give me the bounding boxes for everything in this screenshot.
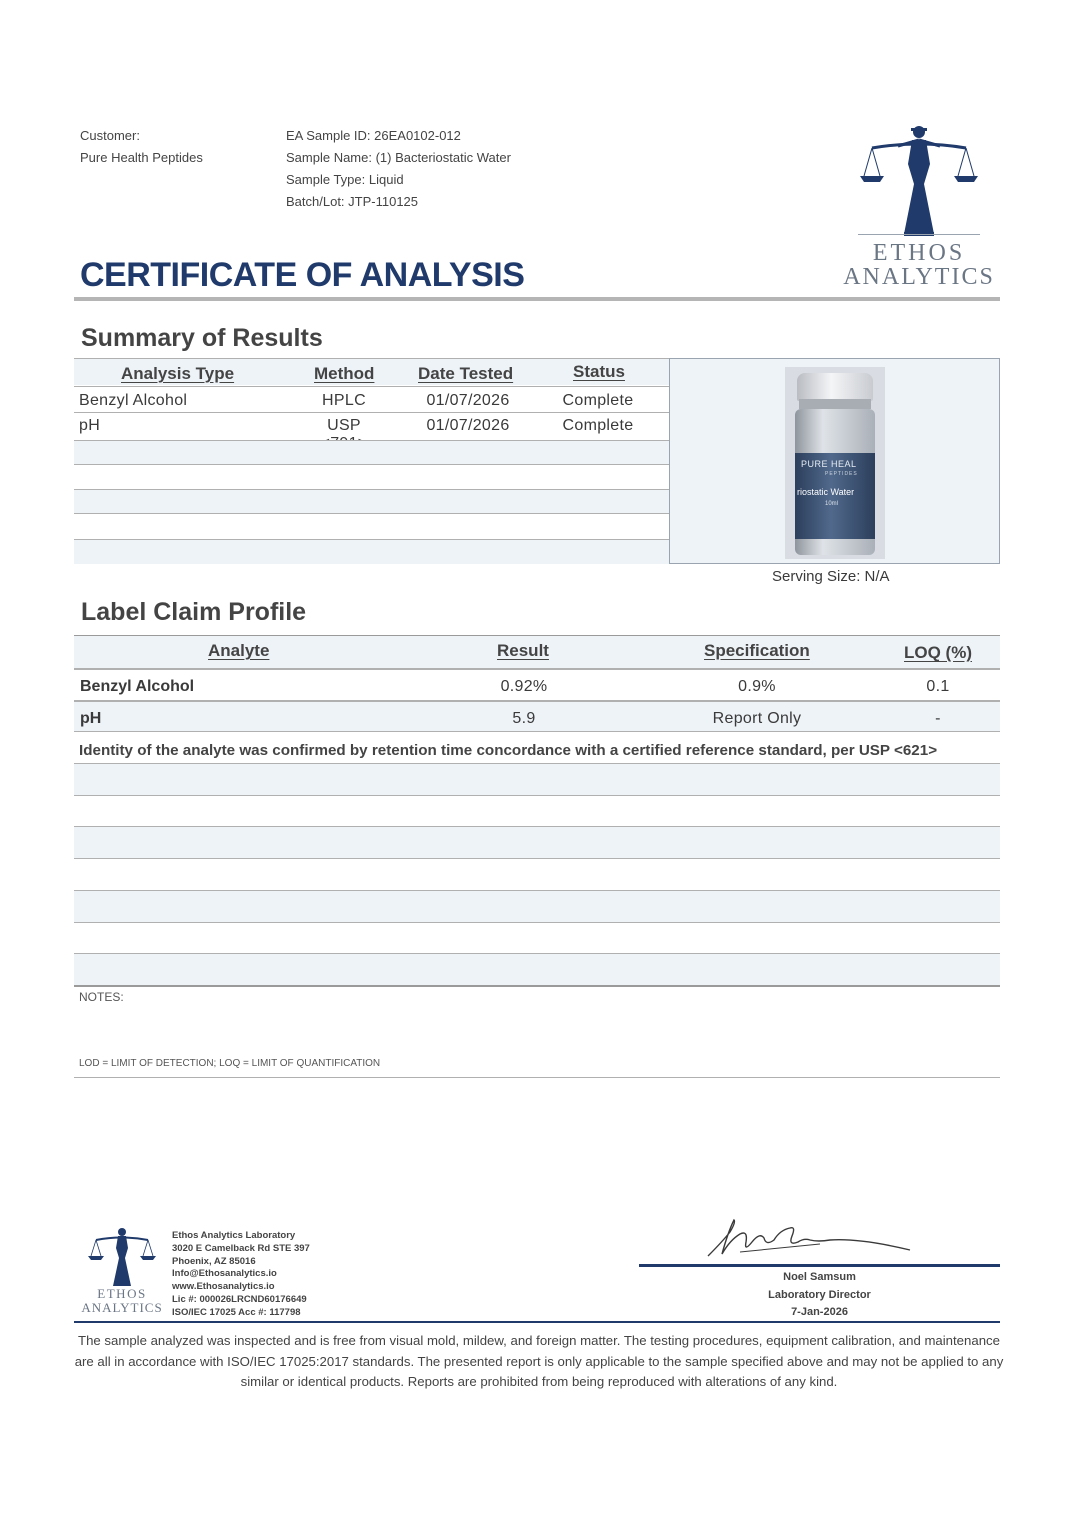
divider bbox=[74, 668, 1000, 670]
lab-license: Lic #: 000026LRCND60176649 bbox=[172, 1293, 307, 1305]
divider bbox=[74, 386, 669, 387]
batch-lot: Batch/Lot: JTP-110125 bbox=[286, 194, 419, 209]
lab-website: www.Ethosanalytics.io bbox=[172, 1281, 275, 1293]
sample-type: Sample Type: Liquid bbox=[286, 172, 404, 187]
summary-col-method: Method bbox=[314, 364, 375, 383]
lab-iso: ISO/IEC 17025 Acc #: 117798 bbox=[172, 1306, 301, 1318]
product-image-frame bbox=[669, 358, 1000, 564]
signature-line bbox=[639, 1264, 1000, 1267]
divider bbox=[74, 513, 669, 514]
summary-cell-method: HPLC bbox=[322, 392, 366, 409]
signatory-name: Noel Samsum bbox=[783, 1271, 856, 1283]
customer-label: Customer: bbox=[80, 128, 140, 143]
claim-cell-specification: 0.9% bbox=[738, 678, 776, 695]
scales-of-justice-icon bbox=[78, 1226, 166, 1290]
vial-label-sub: PEPTIDES bbox=[825, 471, 858, 477]
divider bbox=[74, 731, 1000, 732]
divider bbox=[74, 1077, 1000, 1078]
vial-label-name: riostatic Water bbox=[797, 487, 855, 497]
disclaimer: The sample analyzed was inspected and is free from visual mold, mildew, and foreign matter. The testing procedures, equipment calibration, and maintenance are all in accordance with ISO/IEC 17025:2017 standards. The presented report is only applicable to the sample specified above and may not be applied to any similar or identical products. Reports are prohibited from being reproduced with alterations of any kind. bbox=[74, 1333, 1004, 1389]
sample-info-block bbox=[286, 125, 511, 213]
summary-cell-status: Complete bbox=[562, 417, 634, 434]
summary-cell-date: 01/07/2026 bbox=[426, 417, 510, 434]
divider bbox=[74, 412, 669, 413]
empty-row-band bbox=[74, 489, 669, 513]
lab-logo-text-analytics: ANALYTICS bbox=[81, 1300, 163, 1315]
empty-row-band bbox=[74, 539, 669, 564]
divider bbox=[74, 539, 669, 540]
vial-label bbox=[795, 453, 875, 539]
scales-of-justice-icon bbox=[838, 124, 1000, 248]
summary-cell-date: 01/07/2026 bbox=[426, 392, 510, 409]
sample-id: EA Sample ID: 26EA0102-012 bbox=[286, 128, 461, 143]
lab-logo bbox=[78, 1226, 166, 1318]
empty-row-band bbox=[74, 440, 669, 464]
vial-crimp bbox=[799, 399, 871, 409]
logo-text-ethos: ETHOS bbox=[872, 240, 966, 266]
summary-cell-status: Complete bbox=[562, 392, 634, 409]
vial-label-volume: 10ml bbox=[825, 501, 839, 507]
summary-col-date-tested: Date Tested bbox=[418, 364, 514, 383]
divider bbox=[74, 440, 669, 441]
lab-name: Ethos Analytics Laboratory bbox=[172, 1230, 296, 1241]
signatory-title: Laboratory Director bbox=[768, 1288, 871, 1301]
lab-contact-block bbox=[172, 1230, 310, 1320]
lab-logo-text-ethos: ETHOS bbox=[97, 1286, 147, 1301]
lab-address2: Phoenix, AZ 85016 bbox=[172, 1255, 256, 1267]
serving-size: Serving Size: N/A bbox=[772, 568, 890, 585]
divider bbox=[74, 464, 669, 465]
claim-cell-analyte: pH bbox=[80, 710, 102, 727]
claim-col-result: Result bbox=[497, 641, 549, 660]
summary-cell-analysis: pH bbox=[79, 417, 101, 434]
divider bbox=[74, 922, 1000, 923]
signature-image bbox=[700, 1212, 920, 1268]
customer-block bbox=[80, 125, 203, 169]
empty-row-band bbox=[74, 764, 1000, 795]
page-title: CERTIFICATE OF ANALYSIS bbox=[80, 256, 525, 294]
label-claim-heading: Label Claim Profile bbox=[81, 598, 307, 626]
divider bbox=[74, 489, 669, 490]
vial-cap bbox=[797, 373, 873, 401]
lab-address1: 3020 E Camelback Rd STE 397 bbox=[172, 1242, 310, 1254]
vial-label-brand: PURE HEAL bbox=[801, 459, 857, 469]
claim-col-specification: Specification bbox=[704, 641, 810, 660]
empty-row-band bbox=[74, 891, 1000, 922]
summary-col-analysis-type: Analysis Type bbox=[121, 364, 235, 383]
divider bbox=[74, 795, 1000, 796]
empty-row-band bbox=[74, 954, 1000, 985]
claim-col-loq: LOQ (%) bbox=[904, 643, 972, 662]
customer-name: Pure Health Peptides bbox=[80, 150, 203, 165]
summary-cell-analysis: Benzyl Alcohol bbox=[79, 392, 188, 409]
empty-row-band bbox=[74, 827, 1000, 858]
claim-cell-analyte: Benzyl Alcohol bbox=[80, 678, 195, 695]
claim-cell-result: 0.92% bbox=[500, 678, 548, 695]
ethos-logo bbox=[838, 124, 1000, 294]
sample-name: Sample Name: (1) Bacteriostatic Water bbox=[286, 150, 511, 165]
claim-cell-specification: Report Only bbox=[712, 710, 802, 727]
divider bbox=[74, 858, 1000, 859]
claim-cell-loq: - bbox=[935, 710, 941, 727]
identity-note: Identity of the analyte was confirmed by retention time concordance with a certified reference standard, per USP <621> bbox=[79, 742, 938, 759]
summary-col-status: Status bbox=[573, 362, 625, 381]
claim-cell-loq: 0.1 bbox=[926, 678, 950, 695]
divider bbox=[74, 985, 1000, 987]
signatory-block bbox=[639, 1269, 1000, 1322]
summary-heading: Summary of Results bbox=[81, 324, 323, 352]
signature-date: 7-Jan-2026 bbox=[791, 1306, 848, 1318]
footer-divider bbox=[74, 1321, 1000, 1323]
claim-cell-result: 5.9 bbox=[512, 710, 536, 727]
title-divider bbox=[74, 297, 1000, 301]
abbreviations-note: LOD = LIMIT OF DETECTION; LOQ = LIMIT OF QUANTIFICATION bbox=[79, 1058, 381, 1069]
summary-cell-method: USP bbox=[327, 417, 361, 434]
product-image bbox=[785, 367, 885, 559]
logo-text-analytics: ANALYTICS bbox=[843, 264, 995, 290]
lab-email: Info@Ethosanalytics.io bbox=[172, 1268, 277, 1280]
notes-label: NOTES: bbox=[79, 990, 124, 1004]
claim-col-analyte: Analyte bbox=[208, 641, 270, 660]
